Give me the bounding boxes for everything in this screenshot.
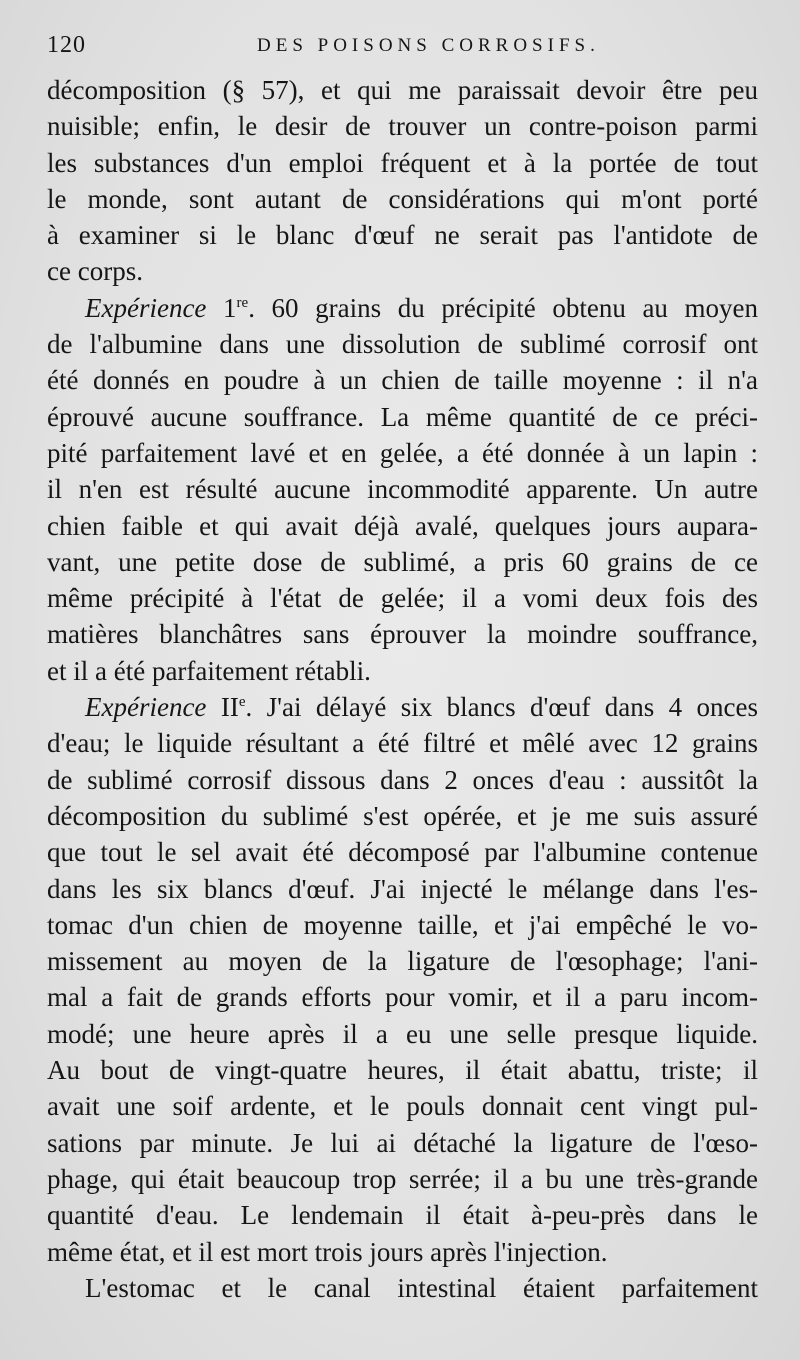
- experience-number: 1: [223, 292, 237, 323]
- text-line: sations par minute. Je lui ai détaché la ligature de l'œso-: [47, 1127, 758, 1158]
- text-line: avait une soif ardente, et le pouls donnait cent vingt pul-: [47, 1091, 758, 1122]
- text-line: 60 grains du précipité obtenu au moyen: [271, 292, 759, 323]
- experience-1-line: Expérience 1re. 60 grains du précipité obtenu au moyen: [85, 292, 759, 323]
- text-line: phage, qui était beaucoup trop serrée; il a bu une très-grande: [47, 1163, 758, 1194]
- text-line: chien faible et qui avait déjà avalé, quelques jours aupara-: [47, 510, 758, 541]
- text-line: de l'albumine dans une dissolution de sublimé corrosif ont: [47, 329, 758, 360]
- text-line: le monde, sont autant de considérations qui m'ont porté: [47, 183, 758, 214]
- text-line: nuisible; enfin, le desir de trouver un contre-poison parmi: [47, 111, 758, 142]
- experience-2-line: Expérience IIe. J'ai délayé six blancs d'œuf dans 4 onces: [85, 692, 759, 723]
- text-line: Au bout de vingt-quatre heures, il était abattu, triste; il: [47, 1055, 758, 1086]
- text-line: J'ai délayé six blancs d'œuf dans 4 onces: [266, 692, 759, 723]
- running-title: DES POISONS CORROSIFS.: [257, 35, 600, 56]
- text-line: d'eau; le liquide résultant a été filtré et mêlé avec 12 grains: [47, 728, 758, 759]
- text-line: missement au moyen de la ligature de l'œsophage; l'ani-: [47, 946, 758, 977]
- experience-label: Expérience: [85, 292, 207, 323]
- experience-number: II: [220, 692, 239, 723]
- ordinal-superscript: re: [236, 294, 249, 311]
- text-line: mal a fait de grands efforts pour vomir, et il a paru incom-: [47, 982, 758, 1013]
- text-line: dans les six blancs d'œuf. J'ai injecté le mélange dans l'es-: [47, 873, 758, 904]
- text-line: modé; une heure après il a eu une selle presque liquide.: [47, 1018, 758, 1049]
- text-line: même état, et il est mort trois jours après l'injection.: [47, 1236, 608, 1267]
- body-text: [47, 72, 758, 1306]
- text-line: matières blanchâtres sans éprouver la moindre souffrance,: [47, 619, 758, 650]
- text-line: les substances d'un emploi fréquent et à la portée de tout: [47, 147, 758, 178]
- page-number: 120: [47, 32, 86, 58]
- text-line: vant, une petite dose de sublimé, a pris 60 grains de ce: [47, 546, 758, 577]
- text-line: de sublimé corrosif dissous dans 2 onces d'eau : aussitôt la: [47, 764, 758, 795]
- text-line: ce corps.: [47, 256, 143, 287]
- text-line: que tout le sel avait été décomposé par l'albumine contenue: [47, 837, 758, 868]
- text-line: décomposition (§ 57), et qui me paraissait devoir être peu: [47, 75, 758, 105]
- text-line: L'estomac et le canal intestinal étaient parfaitement: [85, 1272, 758, 1303]
- text-line: éprouvé aucune souffrance. La même quantité de ce préci-: [47, 401, 758, 432]
- text-line: été donnés en poudre à un chien de taille moyenne : il n'a: [47, 365, 758, 396]
- text-line: même précipité à l'état de gelée; il a vomi deux fois des: [47, 583, 758, 614]
- page-header: [47, 32, 747, 68]
- experience-label: Expérience: [85, 692, 207, 723]
- text-line: décomposition du sublimé s'est opérée, et je me suis assuré: [47, 800, 758, 831]
- ordinal-superscript: e: [238, 694, 246, 711]
- text-line: il n'en est résulté aucune incommodité apparente. Un autre: [47, 474, 758, 505]
- text-line: tomac d'un chien de moyenne taille, et j'ai empêché le vo-: [47, 909, 758, 940]
- text-line: et il a été parfaitement rétabli.: [47, 655, 371, 686]
- text-line: pité parfaitement lavé et en gelée, a été donnée à un lapin :: [47, 437, 758, 468]
- text-line: à examiner si le blanc d'œuf ne serait pas l'antidote de: [47, 220, 758, 251]
- text-line: quantité d'eau. Le lendemain il était à-peu-près dans le: [47, 1200, 758, 1231]
